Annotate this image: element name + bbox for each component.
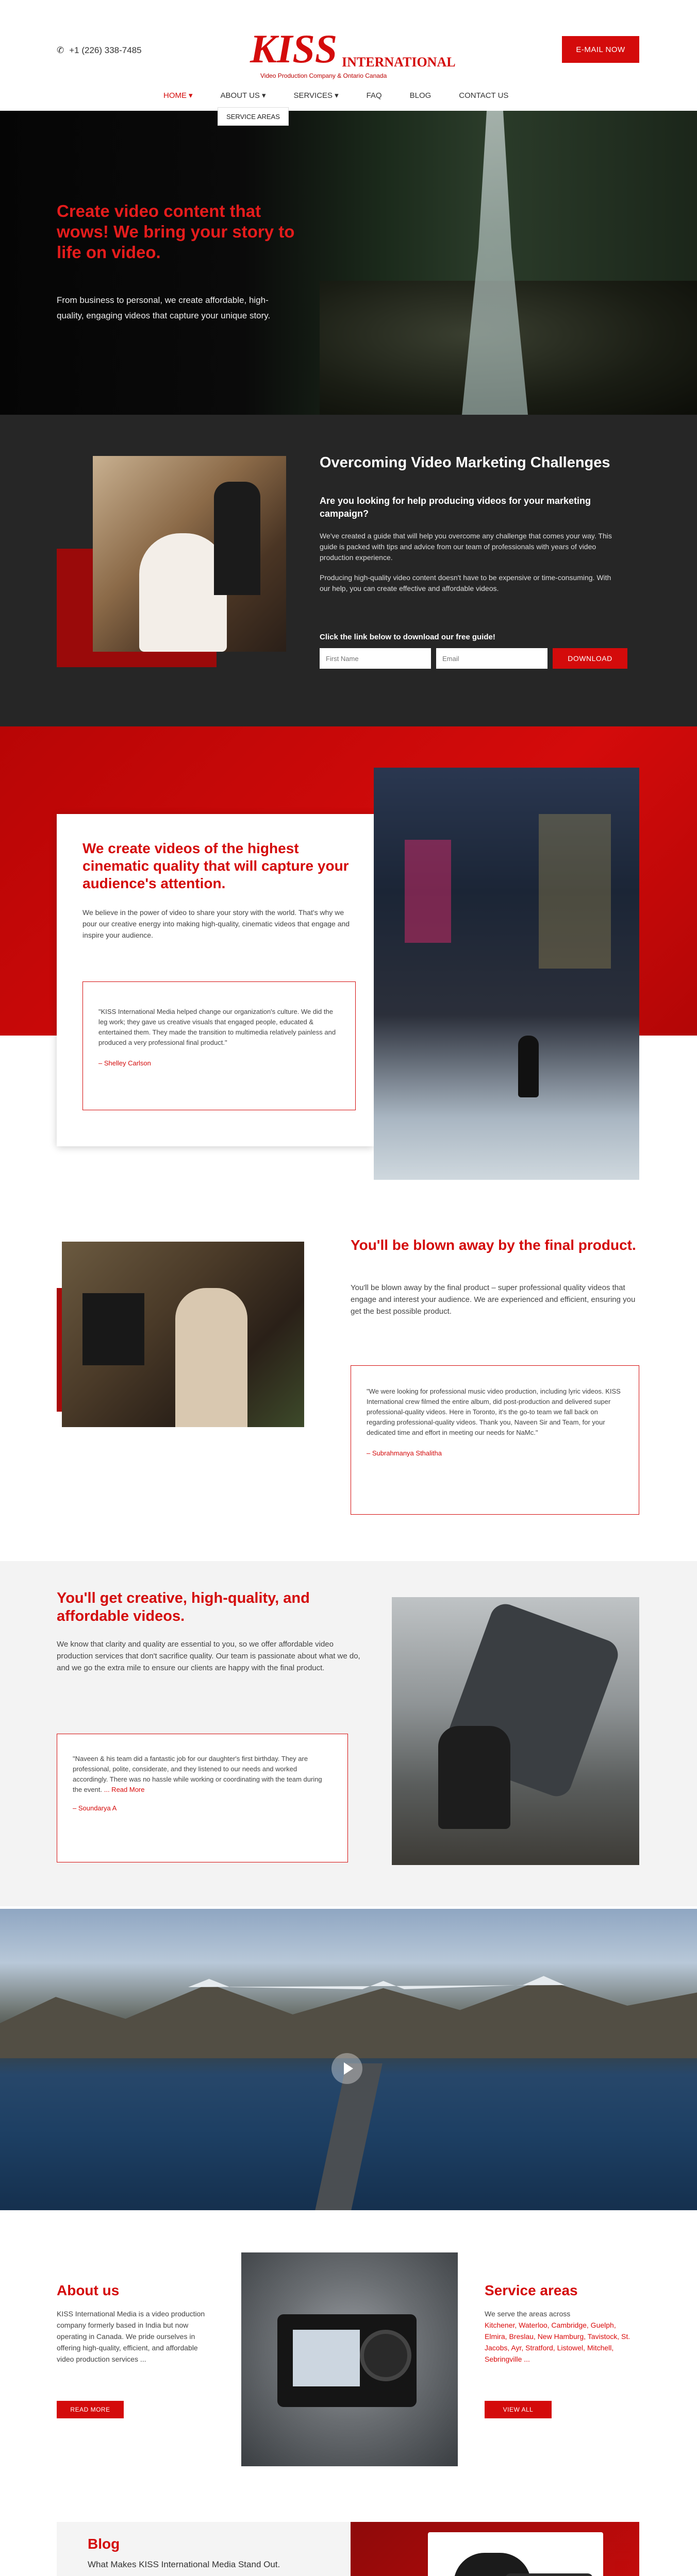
dropdown-service-areas[interactable]: SERVICE AREAS: [218, 107, 289, 126]
causeway-road: [313, 2063, 383, 2210]
camera-figure: [82, 1293, 144, 1365]
cameraman-image: [351, 2522, 639, 2576]
neon-glow: [539, 814, 611, 969]
about-title: About us: [57, 2282, 120, 2298]
blown-away-text: You'll be blown away by the final product – super professional quality videos that engage and interest your audience. We are experienced and efficient, ensuring you get the best possible product.: [351, 1283, 636, 1316]
about-text: KISS International Media is a video production company formerly based in India but now operating in Canada. We pride ourselves in offering high-quality, efficient, and affordable video production services ...: [57, 2310, 205, 2363]
cameraman-figure: [438, 1726, 510, 1829]
hero-title: Create video content that wows! We bring your story to life on video.: [57, 201, 295, 262]
testimonial-text: "We were looking for professional music video production, including lyric videos. KISS International crew filmed the entire album, did post-production and delivered super professional-quality videos. Here in Toronto, it's the go-to team we fall back on regarding professional-quality videos. Thank you, Naveen Sir and Team, for your dedicated time and effort in meeting our needs for NaMc.": [367, 1387, 621, 1436]
challenges-paragraph-2: Producing high-quality video content doesn't have to be expensive or time-consuming. With our help, you can create effective and affordable videos.: [320, 573, 611, 592]
first-name-input[interactable]: [320, 648, 431, 669]
challenges-subtitle: Are you looking for help producing videos for your marketing campaign?: [320, 496, 591, 519]
kitchen-shoot-image: [62, 1242, 304, 1427]
service-areas-places: Kitchener, Waterloo, Cambridge, Guelph, Elmira, Breslau, New Hamburg, Tavistock, St. Jacobs, Ayr, Stratford, Listowel, Mitchell, Sebringville ...: [485, 2321, 630, 2363]
service-areas-title: Service areas: [485, 2282, 578, 2298]
camera-image: [241, 2252, 458, 2466]
challenges-paragraph-1: We've created a guide that will help you overcome any challenge that comes your way. This guide is packed with tips and advice from our team of professionals with years of video production experience.: [320, 532, 612, 562]
nav-home[interactable]: [150, 87, 207, 104]
nav-home-label: HOME: [163, 91, 187, 100]
nav-blog[interactable]: BLOG: [409, 91, 432, 100]
camera-screen: [293, 2330, 360, 2386]
cinematic-text: We believe in the power of video to share your story with the world. That's why we pour our creative energy into making high-quality, cinematic videos that engage and inspire your audience.: [82, 908, 350, 939]
logo[interactable]: [250, 21, 456, 82]
neon-sign: [405, 840, 451, 943]
service-areas-text: [485, 2308, 639, 2365]
hero-text: From business to personal, we create affordable, high-quality, engaging videos that capture your unique story.: [57, 295, 271, 320]
testimonial-author: – Shelley Carlson: [98, 1059, 151, 1067]
challenges-title: Overcoming Video Marketing Challenges: [320, 454, 610, 471]
nav-about-us[interactable]: [207, 87, 280, 104]
phone-icon: ✆: [57, 45, 64, 55]
testimonial-soundarya: [57, 1734, 348, 1862]
nav-faq[interactable]: FAQ: [366, 91, 382, 100]
mountains: [0, 1971, 697, 2058]
chevron-down-icon: ▾: [261, 91, 266, 100]
car-shoot-image: [392, 1597, 639, 1865]
read-more-button[interactable]: READ MORE: [57, 2401, 124, 2418]
testimonial-shelley: [82, 981, 356, 1110]
blown-away-title: You'll be blown away by the final product.: [351, 1237, 636, 1253]
hero-section: [0, 111, 697, 415]
chevron-down-icon: ▾: [335, 91, 339, 100]
view-all-button[interactable]: VIEW ALL: [485, 2401, 552, 2418]
blog-subtitle: What Makes KISS International Media Stand Out.: [88, 2560, 280, 2569]
phone-number: +1 (226) 338-7485: [69, 45, 142, 55]
cinematic-title: We create videos of the highest cinematic quality that will capture your audience's attention.: [82, 840, 349, 891]
nav-services[interactable]: [279, 87, 352, 104]
phone-contact[interactable]: [57, 45, 142, 56]
logo-international: INTERNATIONAL: [342, 55, 456, 70]
logo-mark: KISS: [250, 26, 338, 71]
nav-services-label: SERVICES: [293, 91, 333, 100]
site-header: [0, 0, 697, 121]
email-input[interactable]: [436, 648, 547, 669]
wedding-shoot-image: [93, 456, 286, 652]
play-button[interactable]: [331, 2053, 362, 2084]
logo-tagline: Video Production Company & Ontario Canada: [260, 72, 387, 79]
camera-operator-figure: [214, 482, 260, 595]
email-now-button[interactable]: E-MAIL NOW: [562, 36, 639, 63]
video-camera: [505, 2573, 593, 2576]
challenges-text: [320, 531, 619, 594]
nav-about-label: ABOUT US: [220, 91, 260, 100]
testimonial-author: – Soundarya A: [73, 1804, 117, 1812]
testimonial-subrahmanya: [351, 1365, 639, 1515]
testimonial-text: [73, 1754, 332, 1795]
cook-figure: [175, 1288, 247, 1427]
nav-contact-us[interactable]: CONTACT US: [459, 91, 509, 100]
night-street-image: [374, 768, 639, 1180]
testimonial-quote: "Naveen & his team did a fantastic job for our daughter's first birthday. They are professional, polite, considerate, and they listened to our needs and worked accordingly. There was no hassle while working or coordinating with the team during the event.: [73, 1755, 322, 1793]
service-areas-lead: We serve the areas across: [485, 2310, 571, 2318]
download-button[interactable]: DOWNLOAD: [553, 648, 627, 669]
read-more-link[interactable]: ... Read More: [104, 1786, 145, 1793]
testimonial-author: – Subrahmanya Sthalitha: [367, 1449, 442, 1457]
challenges-guide-text: Click the link below to download our free guide!: [320, 633, 495, 641]
creative-text: We know that clarity and quality are essential to you, so we offer affordable video production services that don't sacrifice quality. Our team is passionate about what we do, and we go the extra mile to ensure our clients are happy with the final product.: [57, 1640, 360, 1672]
testimonial-text: "KISS International Media helped change our organization's culture. We did the leg work; they gave us creative visuals that engaged people, educated & entertained them. They made the transition to multimedia relatively painless and produced a very professional final product.": [98, 1008, 336, 1046]
blog-title: Blog: [88, 2536, 120, 2552]
main-nav: [150, 87, 562, 104]
play-icon: [344, 2062, 353, 2075]
chevron-down-icon: ▾: [189, 91, 193, 100]
walking-person: [518, 1036, 539, 1097]
camera-lens: [360, 2330, 411, 2381]
creative-title: You'll get creative, high-quality, and affordable videos.: [57, 1590, 310, 1624]
